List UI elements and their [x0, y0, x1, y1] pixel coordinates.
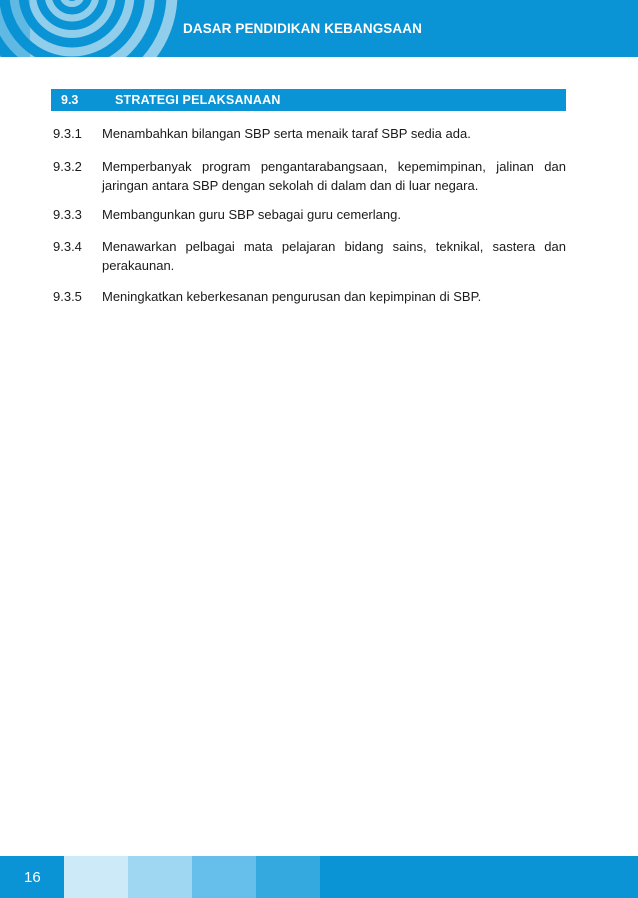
item-text: Menawarkan pelbagai mata pelajaran bidang sains, teknikal, sastera dan perakaunan.	[102, 239, 566, 273]
page-number-text: 16	[24, 869, 41, 886]
footer-color-block	[64, 856, 128, 898]
footer-color-block	[128, 856, 192, 898]
footer-color-block	[256, 856, 320, 898]
page-header	[0, 0, 638, 57]
list-item	[53, 157, 567, 195]
section-title: STRATEGI PELAKSANAAN	[115, 93, 281, 107]
item-number: 9.3.5	[53, 289, 82, 304]
item-number: 9.3.3	[53, 207, 82, 222]
item-number: 9.3.4	[53, 239, 82, 254]
section-number: 9.3	[61, 93, 79, 107]
item-number: 9.3.2	[53, 159, 82, 174]
list-item	[53, 124, 567, 143]
item-number: 9.3.1	[53, 126, 82, 141]
item-text: Membangunkan guru SBP sebagai guru cemerlang.	[102, 207, 401, 222]
page-number	[0, 856, 64, 898]
list-item	[53, 205, 567, 224]
item-text: Menambahkan bilangan SBP serta menaik taraf SBP sedia ada.	[102, 126, 471, 141]
page-footer	[0, 856, 638, 898]
list-item	[53, 287, 567, 306]
item-text: Memperbanyak program pengantarabangsaan, kepemimpinan, jalinan dan jaringan antara SBP dengan sekolah di dalam dan di luar negara.	[102, 159, 566, 193]
document-title: DASAR PENDIDIKAN KEBANGSAAN	[183, 21, 422, 36]
section-heading	[51, 89, 566, 111]
concentric-circles-icon	[0, 0, 180, 57]
footer-color-block	[192, 856, 256, 898]
list-item	[53, 237, 567, 275]
item-text: Meningkatkan keberkesanan pengurusan dan kepimpinan di SBP.	[102, 289, 482, 304]
